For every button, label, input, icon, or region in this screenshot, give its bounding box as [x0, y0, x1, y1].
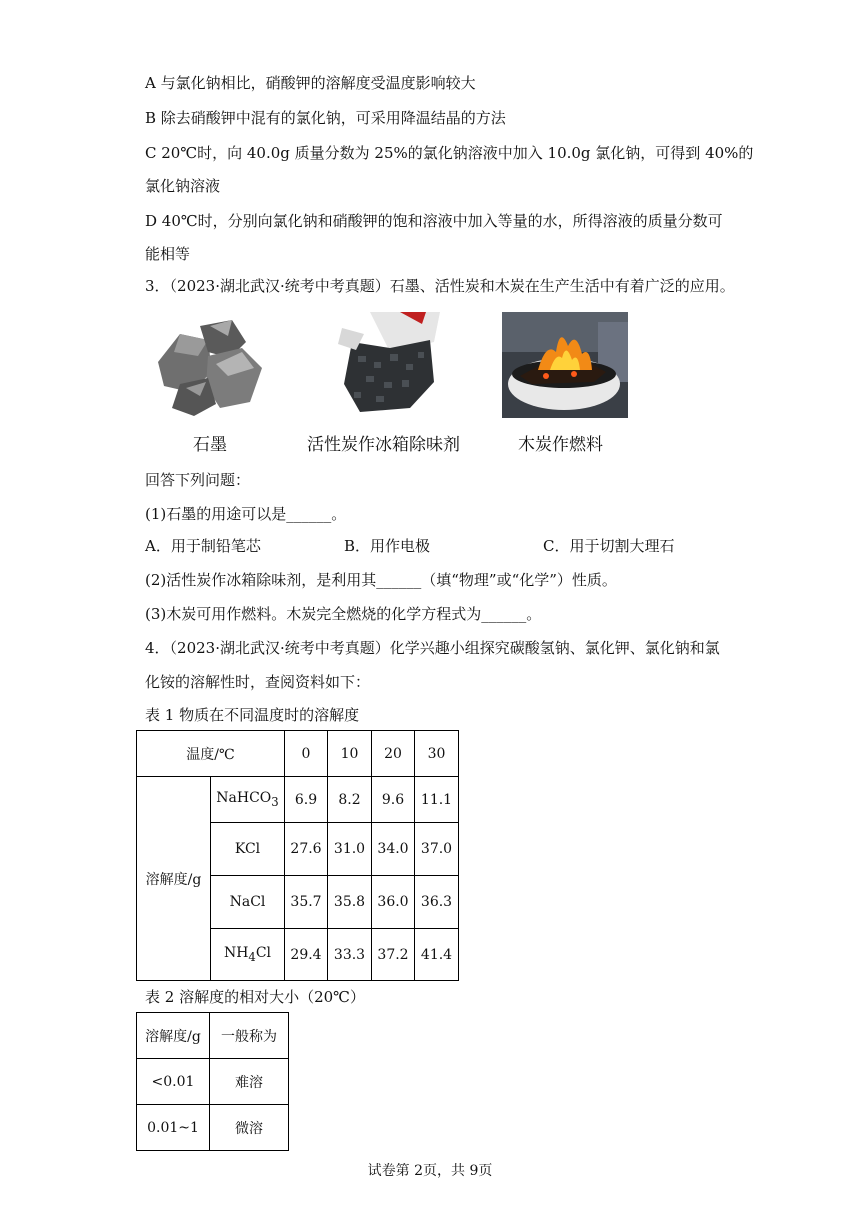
- value-cell: 36.0: [372, 876, 415, 929]
- table2-title: 表 2 溶解度的相对大小（20℃）: [145, 988, 365, 1006]
- option-b: B 除去硝酸钾中混有的氯化钠，可采用降温结晶的方法: [145, 109, 506, 127]
- table-header-row: [137, 731, 459, 777]
- caption-graphite: 石墨: [193, 435, 227, 455]
- value-cell: 41.4: [415, 929, 459, 981]
- value-cell: 37.2: [372, 929, 415, 981]
- table2-cell: <0.01: [137, 1059, 210, 1105]
- value-cell: 35.8: [328, 876, 372, 929]
- substance-nacl: NaCl: [211, 876, 285, 929]
- table2-header: 溶解度/g: [137, 1013, 210, 1059]
- table2-cell: 微溶: [210, 1105, 289, 1151]
- graphite-image: [150, 312, 270, 418]
- substance-subscript: 3: [271, 794, 279, 809]
- q3-sub3: (3)木炭可用作燃料。木炭完全燃烧的化学方程式为______。: [145, 605, 542, 623]
- q3-sub1: (1)石墨的用途可以是______。: [145, 505, 347, 523]
- value-cell: 36.3: [415, 876, 459, 929]
- table-row: [137, 1059, 289, 1105]
- table-header-row: [137, 1013, 289, 1059]
- value-cell: 37.0: [415, 823, 459, 876]
- option-d-line2: 能相等: [145, 245, 191, 263]
- table2-cell: 0.01~1: [137, 1105, 210, 1151]
- q3-sub2: (2)活性炭作冰箱除味剂，是利用其______（填“物理”或“化学”）性质。: [145, 571, 617, 589]
- q3-stem: 3．（2023·湖北武汉·统考中考真题）石墨、活性炭和木炭在生产生活中有着广泛的应用。: [145, 277, 735, 295]
- q3-choice-b: B．用作电极: [344, 537, 431, 555]
- substance-name: NH: [223, 945, 249, 962]
- table2-cell: 难溶: [210, 1059, 289, 1105]
- substance-subscript: 4: [248, 949, 256, 964]
- table1-title: 表 1 物质在不同温度时的溶解度: [145, 706, 360, 724]
- page-footer: 试卷第 2页，共 9页: [367, 1163, 493, 1179]
- caption-charcoal: 木炭作燃料: [518, 435, 603, 455]
- table-row: [137, 1105, 289, 1151]
- q4-stem-line1: 4．（2023·湖北武汉·统考中考真题）化学兴趣小组探究碳酸氢钠、氯化钾、氯化钠和氯: [145, 639, 720, 657]
- substance-nh4cl: [211, 929, 285, 981]
- value-cell: 11.1: [415, 777, 459, 823]
- option-c-line1: C 20℃时，向 40.0g 质量分数为 25%的氯化钠溶液中加入 10.0g 氯化钠，可得到 40%的: [145, 144, 754, 162]
- value-cell: 9.6: [372, 777, 415, 823]
- temp-cell: 10: [328, 731, 372, 777]
- option-d-line1: D 40℃时，分别向氯化钠和硝酸钾的饱和溶液中加入等量的水，所得溶液的质量分数可: [145, 212, 723, 230]
- charcoal-fuel-image: [502, 312, 628, 418]
- q3-prompt: 回答下列问题：: [145, 471, 251, 489]
- value-cell: 31.0: [328, 823, 372, 876]
- value-cell: 33.3: [328, 929, 372, 981]
- temperature-header: 温度/℃: [137, 731, 285, 777]
- value-cell: 34.0: [372, 823, 415, 876]
- substance-name: NaHCO: [216, 790, 272, 807]
- temp-cell: 0: [285, 731, 328, 777]
- q3-choice-a: A．用于制铅笔芯: [145, 537, 261, 555]
- value-cell: 35.7: [285, 876, 328, 929]
- relative-solubility-table: [136, 1012, 289, 1151]
- value-cell: 27.6: [285, 823, 328, 876]
- value-cell: 8.2: [328, 777, 372, 823]
- table-row: [137, 777, 459, 823]
- q4-stem-line2: 化铵的溶解性时，查阅资料如下：: [145, 673, 371, 691]
- caption-activated-carbon: 活性炭作冰箱除味剂: [307, 435, 460, 455]
- activated-carbon-image: [330, 312, 450, 418]
- q3-choice-c: C．用于切割大理石: [543, 537, 675, 555]
- solubility-table: [136, 730, 459, 981]
- table2-header: 一般称为: [210, 1013, 289, 1059]
- temp-cell: 20: [372, 731, 415, 777]
- temp-cell: 30: [415, 731, 459, 777]
- option-a: A 与氯化钠相比，硝酸钾的溶解度受温度影响较大: [145, 74, 476, 92]
- value-cell: 29.4: [285, 929, 328, 981]
- solubility-row-label: 溶解度/g: [137, 777, 211, 981]
- option-c-line2: 氯化钠溶液: [145, 177, 221, 195]
- value-cell: 6.9: [285, 777, 328, 823]
- substance-kcl: KCl: [211, 823, 285, 876]
- substance-name-tail: Cl: [255, 945, 272, 962]
- substance-nahco3: [211, 777, 285, 823]
